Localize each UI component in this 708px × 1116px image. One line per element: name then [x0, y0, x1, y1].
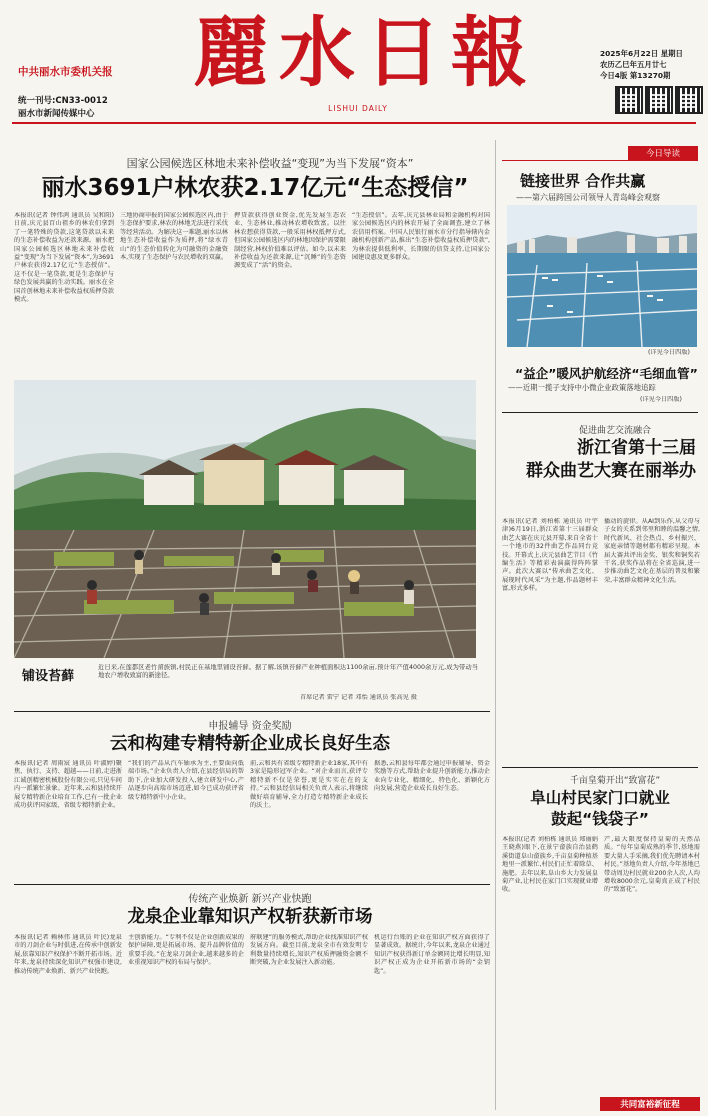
photo-caption: 近日来,在莲都区老竹畲族镇,村民正在基地里铺设苔藓。据了解,该镇苔藓产业种植面积达1100余亩,预计年产值4000余万元,成为带动当地农户增收致富的新途径。: [98, 664, 478, 680]
story3-column-2: 主创新能力。“专利不仅是企业创新成果的保护屏障,更是拓展市场、提升品牌价值的重要手段。”在龙泉刀剑企业,越来越多的企业重视知识产权的布局与保护。: [128, 934, 244, 967]
date-line: 2025年6月22日 星期日: [600, 49, 683, 58]
story3-kicker: 传统产业焕新 新兴产业快跑: [188, 894, 312, 905]
lunar-line: 农历乙巳年五月廿七: [600, 60, 667, 69]
culture-headline-2: 群众曲艺大赛在丽举办: [526, 461, 696, 481]
village-headline-1: 阜山村民家门口就业: [530, 789, 670, 807]
lead-column-4: “生态授信”。去年,庆元县林业局和金融机构对国家公园候选区内的林农开展了全面调查,建立了林农信用档案。中国人民银行丽水市分行指导辖内金融机构创新产品,推出“生态补偿收益权质押贷款”,为林农提供低利率、长期限的信贷支持,让国家公园建设惠及更多群众。: [352, 212, 490, 262]
qr-code-1[interactable]: [615, 86, 643, 114]
culture-column-2: 播动的旋律。从AI到乐作,从父母与子女的关系到邻里和睦的温馨之情,时代新风、社会热点、乡村振兴、家庭亲情等题材都有精彩呈现。本届大赛共评出金奖、银奖和铜奖若干名,获奖作品将在全省巡演,进一步推动曲艺文化在基层的普及和繁荣,丰富群众精神文化生活。: [604, 518, 700, 584]
story2-kicker: 申报辅导 资金奖励: [208, 721, 292, 732]
publisher: 丽水市新闻传媒中心: [18, 109, 95, 119]
qr-code-3[interactable]: [675, 86, 703, 114]
lead-column-2: 三地协商申报的国家公园候选区内,由于生态保护要求,林农的林地无法进行采伐等经营活动。为解决这一难题,丽水以林地生态补偿收益作为质押,将“绿水青山”的生态价值转化为可融资的金融资本,实现了生态保护与农民增收的双赢。: [120, 212, 228, 262]
village-headline-2: 鼓起“钱袋子”: [551, 810, 649, 828]
lead-kicker: 国家公园候选区林地未来补偿收益“变现”为当下发展“资本”: [126, 157, 414, 170]
cn-number: 统一刊号:CN33-0012: [18, 96, 108, 106]
masthead-subtitle: LISHUI DAILY: [328, 104, 388, 113]
story2-column-1: 本报讯(记者 周雨宸 通讯员 叶淑婷)聚焦、执行、支持、超越——日前,走进浙江诚创精密机械股份有限公司,只见车间内一派繁忙景象。近年来,云和县持续开展专精特新企业培育工作,已有一批企业成功获评国家级、省级专精特新企业。: [14, 760, 122, 810]
story3-column-4: 机运行台账的企业在知识产权方面获得了显著成效。据统计,今年以来,龙泉企业通过知识产权获得新订单金额同比增长明显,知识产权正成为企业开拓新市场的“金钥匙”。: [374, 934, 490, 975]
lead-column-3: 押贷款获得创业资金,优先发展生态农业、生态林业,推动林农增收致富。以往林农想获得贷款,一般采用林权抵押方式,但国家公园候选区内的林地因保护需要限制经营,林权价值难以评估。如今,以未来补偿收益为还款来源,让“沉睡”的生态资源变成了“活”的资金。: [234, 212, 346, 270]
port-photo: [507, 205, 697, 347]
feature1-sub: ——第六届跨国公司领导人青岛峰会观察: [516, 193, 660, 202]
bottom-tag-label: 共同富裕新征程: [620, 1100, 680, 1110]
story2-headline: 云和构建专精特新企业成长良好生态: [110, 734, 390, 754]
sidebar-divider: [495, 140, 496, 1110]
port-photo-caption: (详见今日四版): [648, 349, 690, 356]
sidebar-top-rule: [502, 160, 698, 161]
story3-column-1: 本报讯(记者 赖林伟 通讯员 叶民)龙泉市的刀剑企业与时俱进,在传承中创新发展,依靠知识产权保护不断开拓市场。近年来,龙泉持续深化知识产权强市建设,推动传统产业焕新、新兴产业快跑。: [14, 934, 122, 975]
lead-column-1: 本报讯(记者 钟伟鸿 通讯员 吴和阳)日前,庆元县百山祖乡的林农们拿到了一笔特殊的贷款,这笔贷款以未来的生态补偿收益为还款来源。丽水把国家公园候选区林地未来补偿收益“变现”为当下发展“资本”,为3691户林农获得2.17亿元“生态授信”。这不仅是一笔贷款,更是生态保护与绿色发展共赢的生动实践。丽水在全国首创林地未来补偿收益权质押贷款模式。: [14, 212, 114, 304]
sidebar-tab-label: 今日导读: [645, 149, 680, 159]
village-kicker: 千亩皇菊开出“致富花”: [569, 776, 661, 786]
story3-column-3: 府联建”的服务模式,帮助企业找准知识产权发展方向。截至目前,龙泉全市有效发明专利数量持续增长,知识产权质押融资金额不断突破,为企业发展注入新动能。: [250, 934, 368, 967]
feature2-more: (详见今日四版): [640, 396, 682, 403]
divider-1: [14, 711, 490, 712]
story2-column-3: 前,云和共有省级专精特新企业18家,其中有3家是隐形冠军企业。“对企业而言,获评专精特新不仅是荣誉,更是实实在在的支持。”云和县经信局相关负责人表示,将继续做好培育辅导,全力打造专精特新企业成长的沃土。: [250, 760, 368, 810]
feature2-sub: ——近期一揽子支持中小微企业政策落地追踪: [508, 383, 656, 392]
feature1-headline: 链接世界 合作共赢: [520, 172, 646, 190]
culture-column-1: 本报讯(记者 刘柏栋 通讯员 叶宇津)6月19日,浙江省第十三届群众曲艺大赛在庆元县开幕,来自全省十一个地市的32件曲艺作品同台竞技。开幕式上,庆元县曲艺节目《竹编生活》等精彩表演赢得阵阵掌声。此次大赛以“传承曲艺文化、展现时代风采”为主题,作品题材丰富,形式多样。: [502, 518, 598, 593]
masthead-title: 麗水日報: [193, 8, 537, 97]
moss-photo: [14, 380, 476, 658]
village-column-2: 产,最大限度保持皇菊的天然品质。“每年皇菊成熟的季节,基地需要大量人手采摘,我们优先聘请本村村民。”基地负责人介绍,今年基地已带动周边村民就业200余人次,人均增收8000余元,皇菊真正成了村民的“致富花”。: [604, 836, 700, 894]
village-column-1: 本报讯(记者 刘柏栋 通讯员 郑丽娟 王晓燕)眼下,在景宁畲族自治县鹤溪街道阜山畲族乡,千亩皇菊种植基地里一派繁忙,村民们正忙着除草、施肥。去年以来,阜山乡大力发展皇菊产业,让村民在家门口实现就业增收。: [502, 836, 598, 894]
story2-column-4: 据悉,云和县每年都会通过申报辅导、资金奖励等方式,帮助企业提升创新能力,推动企业向专业化、精细化、特色化、新颖化方向发展,营造企业成长良好生态。: [374, 760, 490, 793]
story2-column-2: “我们的产品从汽车轴承为主,主要面向低端市场。”企业负责人介绍,在县经信局的帮助下,企业加大研发投入,建立研发中心,产品逐步向高端市场迈进,如今已成功获评省级专精特新中小企业。: [128, 760, 244, 801]
masthead: [0, 0, 708, 140]
lead-headline: 丽水3691户林农获2.17亿元“生态授信”: [41, 175, 469, 201]
moss-photo-image: [14, 380, 476, 658]
qr-code-2[interactable]: [645, 86, 673, 114]
divider-2: [14, 884, 490, 885]
story3-headline: 龙泉企业靠知识产权斩获新市场: [127, 907, 373, 927]
photo-title: 铺设苔藓: [22, 669, 75, 684]
photo-credit: 首席记者 雷宁 记者 邓怡 通讯员 张高见 摄: [300, 694, 417, 701]
sidebar-divider-1: [502, 412, 698, 413]
port-photo-image: [507, 205, 697, 347]
edition-line: 今日4版 第13270期: [600, 71, 671, 80]
culture-headline-1: 浙江省第十三届: [577, 438, 696, 458]
feature2-headline: “益企”暖风护航经济“毛细血管”: [515, 366, 698, 381]
party-label: 中共丽水市委机关报: [18, 66, 113, 78]
masthead-rule: [12, 122, 696, 124]
culture-kicker: 促进曲艺交流融合: [578, 426, 651, 436]
sidebar-divider-2: [502, 767, 698, 768]
